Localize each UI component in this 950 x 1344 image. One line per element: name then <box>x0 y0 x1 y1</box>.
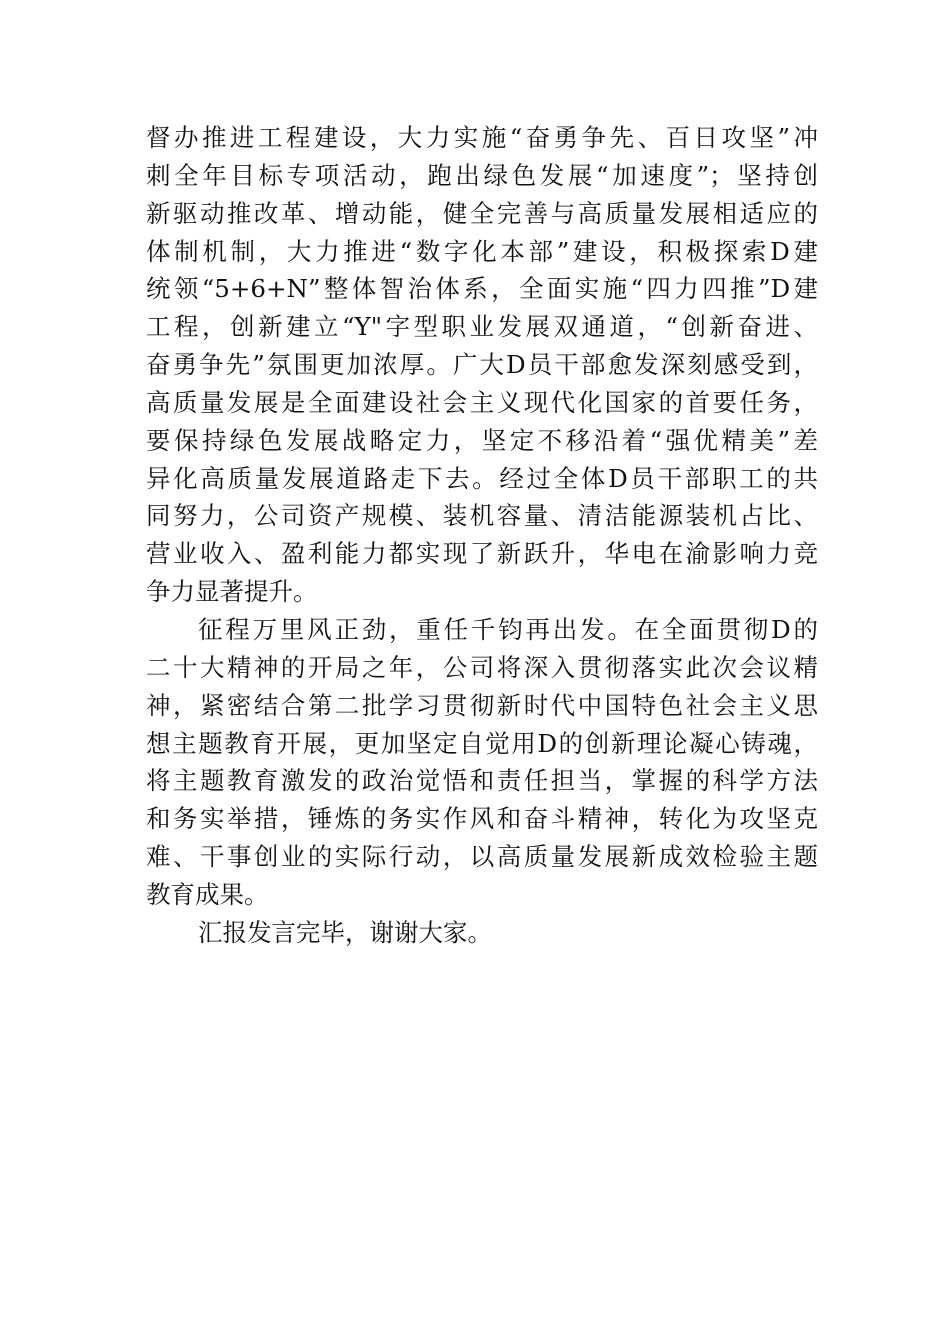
text-line: 新驱动推改革、增动能，健全完善与高质量发展相适应的 <box>146 198 818 228</box>
text-line: 汇报发言完毕，谢谢大家。 <box>198 917 492 947</box>
text-line: 要保持绿色发展战略定力，坚定不移沿着“强优精美”差 <box>146 425 818 455</box>
text-line: 争力显著提升。 <box>146 577 318 607</box>
text-line: 体制机制，大力推进“数字化本部”建设，积极探索D建 <box>146 236 818 266</box>
text-line: 奋勇争先”氛围更加浓厚。广大D员干部愈发深刻感受到， <box>146 350 818 380</box>
text-line: 神，紧密结合第二批学习贯彻新时代中国特色社会主义思 <box>146 690 818 720</box>
text-line: 想主题教育开展，更加坚定自觉用D的创新理论凝心铸魂， <box>146 728 818 758</box>
text-line: 督办推进工程建设，大力实施“奋勇争先、百日攻坚”冲 <box>146 123 818 152</box>
text-line: 征程万里风正劲，重任千钧再出发。在全面贯彻D的 <box>198 614 818 644</box>
text-line: 异化高质量发展道路走下去。经过全体D员干部职工的共 <box>146 463 818 493</box>
document-body <box>146 119 818 952</box>
text-line: 和务实举措，锤炼的务实作风和奋斗精神，转化为攻坚克 <box>146 804 818 834</box>
text-line: 统领“5+6+N”整体智治体系，全面实施“四力四推”D建 <box>146 274 818 304</box>
paragraph-1 <box>146 119 818 611</box>
paragraph-2 <box>146 611 818 914</box>
text-line: 二十大精神的开局之年，公司将深入贯彻落实此次会议精 <box>146 652 818 682</box>
text-line: 高质量发展是全面建设社会主义现代化国家的首要任务， <box>146 387 818 417</box>
text-line: 教育成果。 <box>146 879 269 909</box>
text-line: 难、干事创业的实际行动，以高质量发展新成效检验主题 <box>146 842 818 872</box>
text-line: 同努力，公司资产规模、装机容量、清洁能源装机占比、 <box>146 501 818 531</box>
text-line: 工程，创新建立“Y"字型职业发展双通道，“创新奋进、 <box>146 312 818 342</box>
paragraph-3 <box>146 914 818 952</box>
text-line: 将主题教育激发的政治觉悟和责任担当，掌握的科学方法 <box>146 766 818 796</box>
text-line: 刺全年目标专项活动，跑出绿色发展“加速度”；坚持创 <box>146 160 818 190</box>
text-line: 营业收入、盈利能力都实现了新跃升，华电在渝影响力竞 <box>146 539 818 569</box>
